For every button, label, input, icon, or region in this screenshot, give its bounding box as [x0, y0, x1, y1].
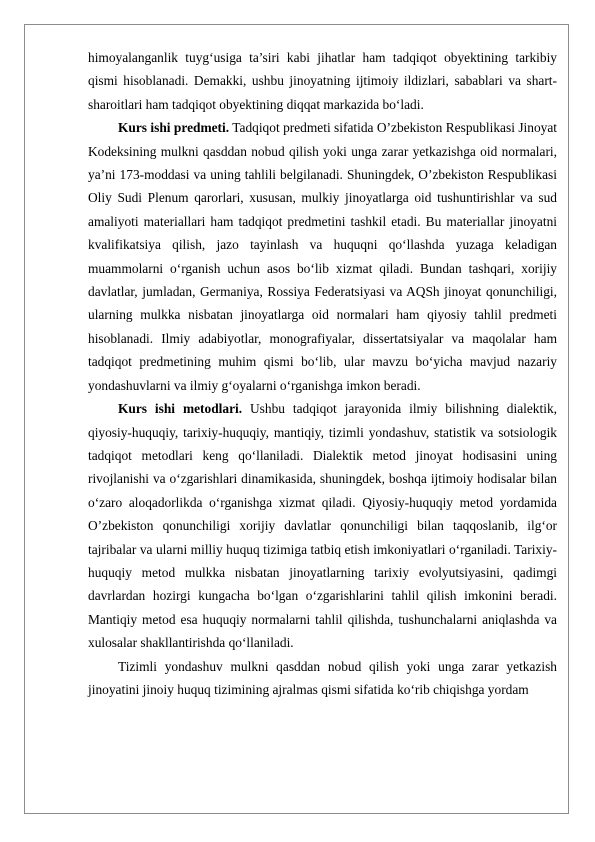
paragraph-systemic — [88, 655, 557, 702]
paragraph-methods — [88, 397, 557, 654]
paragraph-continuation — [88, 46, 557, 116]
paragraph-lead: Kurs ishi predmeti. — [118, 120, 230, 136]
paragraph-text: Tizimli yondashuv mulkni qasddan nobud qilish yoki unga zarar yetkazish jinoyatini jinoiy huquq tizimining ajralmas qismi sifatida ko‘rib chiqishga yordam — [88, 658, 557, 697]
paragraph-subject — [88, 116, 557, 397]
paragraph-text: Ushbu tadqiqot jarayonida ilmiy bilishning dialektik, qiyosiy-huquqiy, tarixiy-huquqiy, mantiqiy, tizimli yondashuv, statistik va sotsiologik tadqiqot metodlari keng qo‘llaniladi. Dialektik metod jinoyat hodisasini uning rivojlanishi va o‘zgarishlari dinamikasida, shuningdek, boshqa ijtimoiy hodisalar bilan o‘zaro aloqadorlikda o‘rganishga xizmat qiladi. Qiyosiy-huquqiy metod yordamida O’zbekiston qonunchiligi xorijiy davlatlar qonunchiligi bilan taqqoslanib, ilg‘or tajribalar va ularni milliy huquq tizimiga tatbiq etish imkoniyatlari o‘rganiladi. Tarixiy-huquqiy metod mulkka nisbatan jinoyatlarning tarixiy evolyutsiyasini, qadimgi davrlardan hozirgi kungacha bo‘lgan o‘zgarishlarini tahlil qilish imkonini beradi. Mantiqiy metod esa huquqiy normalarni tahlil qilishda, tushunchalarni aniqlashda va xulosalar shakllantirishda qo‘llaniladi. — [88, 401, 557, 651]
paragraph-text: Tadqiqot predmeti sifatida O’zbekiston Respublikasi Jinoyat Kodeksining mulkni qasddan nobud qilish yoki unga zarar yetkazishga oid normalari, ya’ni 173-moddasi va uning tahlili belgilanadi. Shuningdek, O’zbekiston Respublikasi Oliy Sudi Plenum qarorlari, xususan, mulkiy jinoyatlarga oid tushuntirishlar va sud amaliyoti materiallari ham tadqiqot predmetini tashkil etadi. Bu materiallar jinoyatni kvalifikatsiya qilish, jazo tayinlash va huquqni qo‘llashda yuzaga keladigan muammolarni o‘rganish uchun asos bo‘lib xizmat qiladi. Bundan tashqari, xorijiy davlatlar, jumladan, Germaniya, Rossiya Federatsiyasi va AQSh jinoyat qonunchiligi, ularning mulkka nisbatan jinoyatlarga oid normalari ham qiyosiy tahlil predmeti hisoblanadi. Ilmiy adabiyotlar, monografiyalar, dissertatsiyalar va maqolalar ham tadqiqot predmetining muhim qismi bo‘lib, ular mavzu bo‘yicha mavjud nazariy yondashuvlarni va ilmiy g‘oyalarni o‘rganishga imkon beradi. — [88, 120, 557, 393]
paragraph-text: himoyalanganlik tuyg‘usiga ta’siri kabi jihatlar ham tadqiqot obyektining tarkibiy qismi hisoblanadi. Demakki, ushbu jinoyatning ijtimoiy ildizlari, sabablari va shart-sharoitlari ham tadqiqot obyektining diqqat markazida bo‘ladi. — [88, 50, 557, 112]
document-body — [88, 46, 557, 701]
paragraph-lead: Kurs ishi metodlari. — [118, 401, 243, 417]
